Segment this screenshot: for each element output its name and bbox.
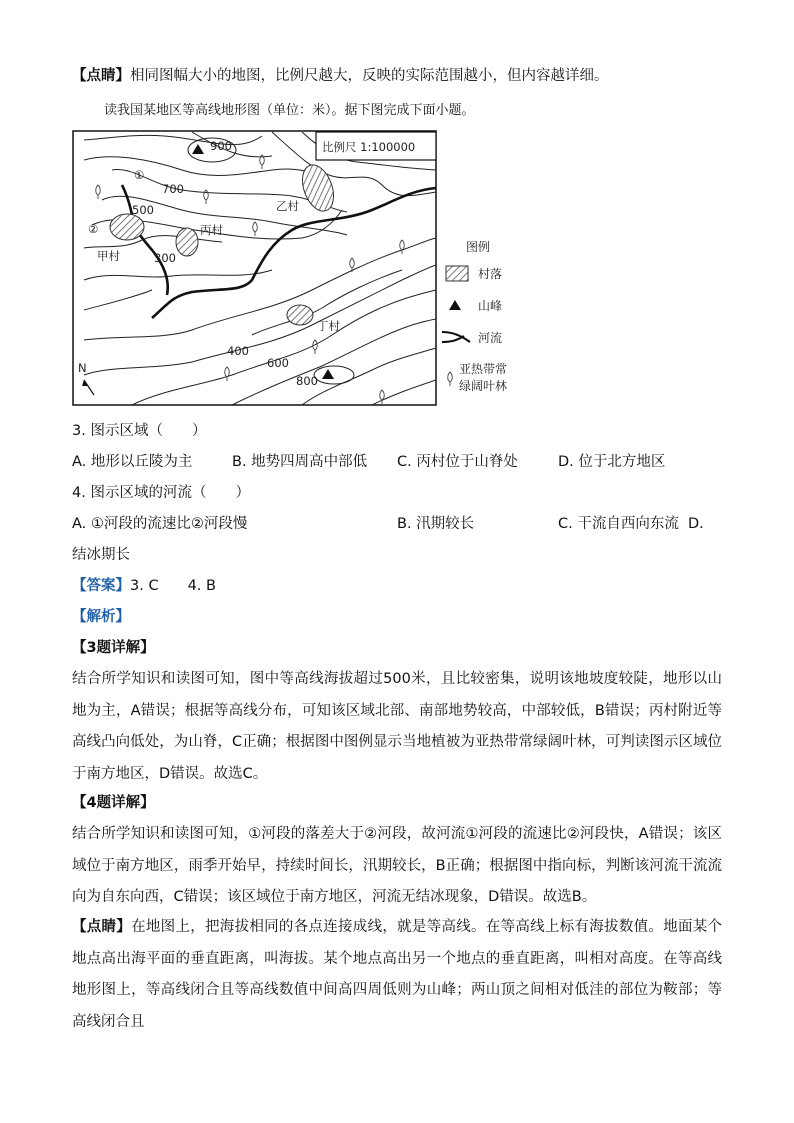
scale-label: 比例尺 1:100000 bbox=[322, 140, 416, 154]
north-label: N bbox=[78, 361, 87, 375]
answer-text: 3. C 4. B bbox=[130, 578, 216, 594]
q3-option-c: C. 丙村位于山脊处 bbox=[397, 454, 518, 470]
legend-village-label: 村落 bbox=[478, 267, 503, 281]
tip-2-text: 在地图上，把海拔相同的各点连接成线，就是等高线。在等高线上标有海拔数值。地面某个地点高出海平面的垂直距离，叫海拔。某个地点高出另一个地点的垂直距离，叫相对高度。在等高线地形图上，等高线闭合且等高线数值中间高四周低则为山峰；两山顶之间相对低洼的部位为鞍部；等高线闭合且 bbox=[72, 919, 723, 1030]
analysis-label: 【解析】 bbox=[72, 609, 130, 625]
q4-option-c: C. 干流自西向东流 bbox=[558, 516, 679, 532]
forest-icons bbox=[96, 155, 405, 404]
tip-paragraph bbox=[72, 66, 609, 86]
village-bing-area bbox=[176, 228, 198, 256]
tip-bracket: 【点睛】 bbox=[72, 68, 130, 84]
contour-label-800: 800 bbox=[296, 374, 318, 388]
question-intro: 读我国某地区等高线地形图（单位：米）。据下图完成下面小题。 bbox=[104, 103, 475, 118]
legend-peak-icon bbox=[449, 300, 461, 310]
village-ding-area bbox=[287, 305, 313, 325]
q4-option-a: A. ①河段的流速比②河段慢 bbox=[72, 516, 248, 532]
legend-title: 图例 bbox=[466, 240, 491, 254]
peak-icon bbox=[322, 369, 334, 379]
legend-forest-label-1: 亚热带常 bbox=[459, 362, 508, 376]
q4-option-b: B. 汛期较长 bbox=[397, 516, 475, 532]
detail-3-title: 【3题详解】 bbox=[72, 640, 155, 656]
q4-option-d-head: D. bbox=[688, 516, 704, 532]
q3-option-b: B. 地势四周高中部低 bbox=[232, 454, 368, 470]
detail-4-text: 结合所学知识和读图可知，①河段的落差大于②河段，故河流①河段的流速比②河段快，A错误；该区域位于南方地区，雨季开始早，持续时间长，汛期较长，B正确；根据图中指向标，判断该河流干流流向为自东向西，C错误；该区域位于南方地区，河流无结冰现象，D错误。故选B。 bbox=[72, 826, 722, 905]
q3-option-d: D. 位于北方地区 bbox=[558, 454, 666, 470]
answer-line bbox=[72, 576, 216, 596]
tip-2-paragraph bbox=[72, 912, 722, 1038]
q3-option-a: A. 地形以丘陵为主 bbox=[72, 454, 193, 470]
village-yi-label: 乙村 bbox=[276, 199, 299, 213]
tip-2-bracket: 【点睛】 bbox=[72, 919, 132, 935]
village-bing-label: 丙村 bbox=[200, 223, 223, 237]
detail-4-title: 【4题详解】 bbox=[72, 795, 155, 811]
contour-label-400: 400 bbox=[227, 344, 249, 358]
legend-forest-label-2: 绿阔叶林 bbox=[459, 379, 508, 393]
village-jia-label: 甲村 bbox=[97, 249, 120, 263]
village-jia-area bbox=[110, 214, 144, 240]
legend-peak-label: 山峰 bbox=[478, 299, 503, 313]
legend-river-icon bbox=[442, 332, 470, 342]
village-ding-label: 丁村 bbox=[317, 319, 340, 333]
detail-3-text: 结合所学知识和读图可知，图中等高线海拔超过500米，且比较密集，说明该地坡度较陡，地形以山地为主，A错误；根据等高线分布，可知该区域北部、南部地势较高，中部较低，B错误；丙村附近等高线凸向低处，为山脊，C正确；根据图中图例显示当地植被为亚热带常绿阔叶林，可判读图示区域位于南方地区，D错误。故选C。 bbox=[72, 671, 722, 782]
answer-label: 【答案】 bbox=[72, 578, 130, 594]
map-legend bbox=[442, 239, 507, 393]
q4-option-d-tail: 结冰期长 bbox=[72, 547, 130, 563]
contour-map bbox=[72, 130, 732, 410]
contour-label-300: 300 bbox=[154, 251, 176, 265]
legend-forest-icon bbox=[448, 372, 453, 386]
legend-river-label: 河流 bbox=[478, 331, 503, 345]
river-section-2: ② bbox=[88, 222, 99, 236]
question-3-stem: 3. 图示区域（ ） bbox=[72, 423, 207, 439]
contour-label-500: 500 bbox=[132, 203, 154, 217]
contour-label-900: 900 bbox=[210, 139, 232, 153]
village-yi-area bbox=[297, 161, 340, 216]
legend-village-swatch bbox=[446, 266, 468, 281]
question-4-stem: 4. 图示区域的河流（ ） bbox=[72, 485, 250, 501]
river-section-1: ① bbox=[134, 168, 145, 182]
tip-text: 相同图幅大小的地图，比例尺越大，反映的实际范围越小，但内容越详细。 bbox=[130, 68, 609, 84]
contour-label-600: 600 bbox=[267, 356, 289, 370]
contour-label-700: 700 bbox=[162, 182, 184, 196]
peak-icon bbox=[192, 144, 204, 154]
